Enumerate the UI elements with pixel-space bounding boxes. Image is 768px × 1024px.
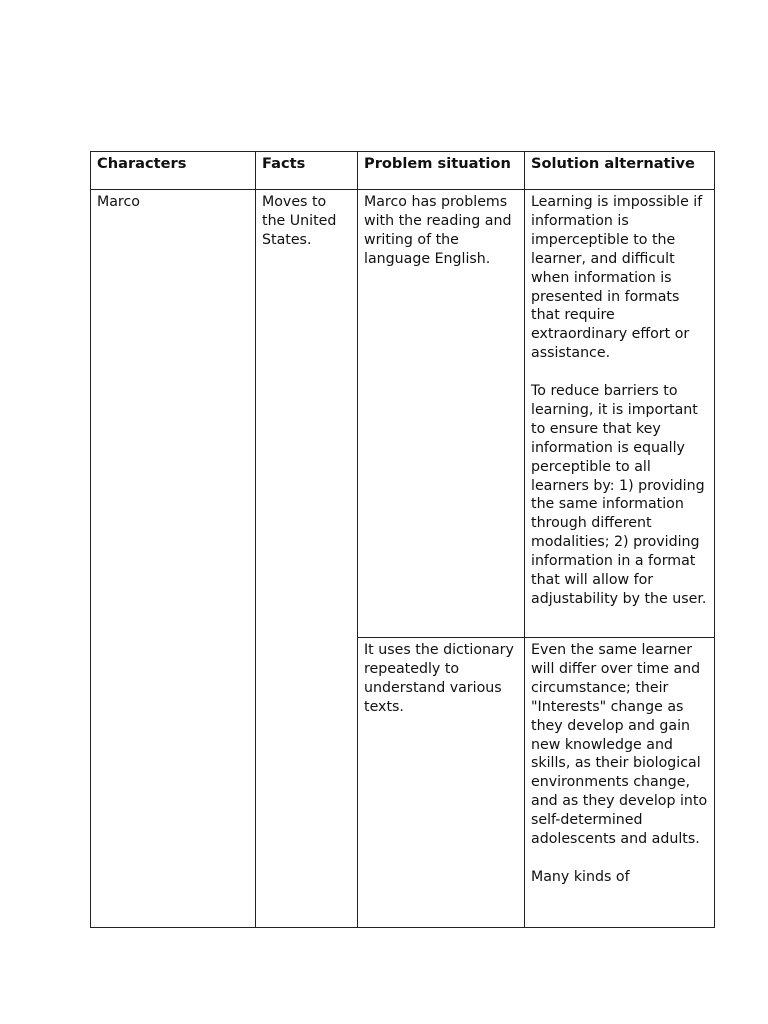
table-row bbox=[91, 190, 715, 638]
solution-cell bbox=[525, 638, 715, 928]
header-characters: Characters bbox=[91, 152, 256, 190]
solution-paragraph: Learning is impossible if information is imperceptible to the learner, and difficult when information is presented in formats that require extraordinary effort or assistance. bbox=[531, 194, 703, 362]
header-solution-alternative: Solution alternative bbox=[525, 152, 715, 190]
fact-cell: Moves to the United States. bbox=[256, 190, 358, 928]
header-problem-situation: Problem situation bbox=[358, 152, 525, 190]
solution-paragraph: To reduce barriers to learning, it is important to ensure that key information is equally perceptible to all learners by: 1) providing the same information through different modalities; 2) providing information in a format that will allow for adjustability by the user. bbox=[531, 383, 707, 608]
solution-cell bbox=[525, 190, 715, 638]
characters-table bbox=[90, 151, 715, 928]
solution-paragraph: Many kinds of bbox=[531, 868, 630, 885]
header-facts: Facts bbox=[256, 152, 358, 190]
problem-cell: It uses the dictionary repeatedly to understand various texts. bbox=[358, 638, 525, 928]
solution-paragraph: Even the same learner will differ over time and circumstance; their "Interests" change as they develop and gain new knowledge and skills, as their biological environments change, and as they develop into self-determined adolescents and adults. bbox=[531, 642, 708, 848]
problem-cell: Marco has problems with the reading and writing of the language English. bbox=[358, 190, 525, 638]
table-header-row bbox=[91, 152, 715, 190]
character-cell: Marco bbox=[91, 190, 256, 928]
